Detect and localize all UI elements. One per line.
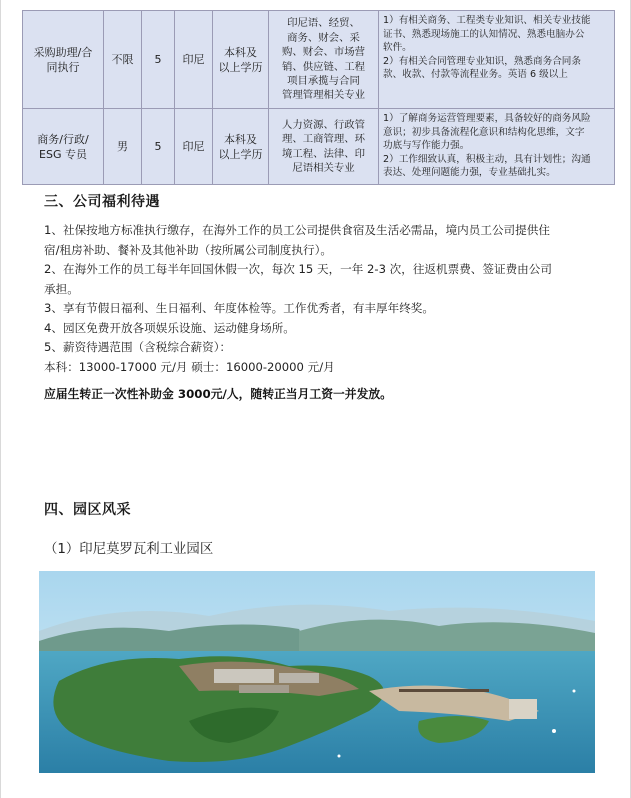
cell-gender: 男 [104, 109, 142, 185]
position-line: 商务/行政/ [37, 132, 89, 146]
park-subtitle: （1）印尼莫罗瓦利工业园区 [44, 542, 214, 557]
cell-major [269, 11, 379, 109]
requirement-line: 2）有相关合同管理专业知识，熟悉商务合同条 [383, 55, 581, 67]
industrial-park-aerial-photo [39, 571, 595, 773]
cell-location: 印尼 [175, 109, 213, 185]
benefit-line: 4、园区免费开放各项娱乐设施、运动健身场所。 [44, 320, 295, 335]
cell-major [269, 109, 379, 185]
cell-location: 印尼 [175, 11, 213, 109]
major-line: 购、财会、市场营 [281, 46, 366, 59]
benefit-line: 1、社保按地方标准执行缴存，在海外工作的员工公司提供食宿及生活必需品，境内员工公司提供住 [44, 223, 550, 237]
benefit-line: 承担。 [44, 281, 79, 296]
position-line: 同执行 [46, 60, 80, 74]
major-line: 管理管理相关专业 [281, 89, 366, 102]
cell-count: 5 [142, 109, 175, 185]
major-line: 项目承揽与合同 [287, 74, 360, 87]
cell-education [213, 109, 269, 185]
major-line: 境工程、法律、印 [281, 147, 366, 160]
graduate-bonus-note: 应届生转正一次性补助金 3000元/人，随转正当月工资一并发放。 [44, 387, 392, 401]
major-line: 商务、财会、采 [287, 31, 360, 44]
major-line: 印尼语、经贸、 [287, 17, 360, 30]
major-line: 销、供应链、工程 [281, 60, 366, 73]
education-line: 本科及 [224, 132, 257, 146]
requirement-line: 2）工作细致认真，积极主动，具有计划性；沟通 [383, 153, 591, 165]
position-line: 采购助理/合 [33, 45, 93, 59]
table-row [23, 11, 615, 109]
job-table [22, 10, 615, 185]
education-line: 以上学历 [218, 147, 263, 161]
requirement-line: 意识；初步具备流程化意识和结构化思维，文字 [383, 126, 585, 138]
major-line: 理、工商管理、环 [281, 133, 366, 146]
requirement-line: 1）了解商务运营管理要素，具备较好的商务风险 [383, 113, 591, 124]
cell-gender: 不限 [104, 11, 142, 109]
requirement-line: 1）有相关商务、工程类专业知识、相关专业技能 [383, 15, 591, 26]
cell-position [23, 109, 104, 185]
benefit-line: 5、薪资待遇范围（含税综合薪资）： [44, 340, 232, 354]
cell-position [23, 11, 104, 109]
benefit-line: 3、享有节假日福利、生日福利、年度体检等。工作优秀者，有丰厚年终奖。 [44, 301, 434, 315]
cell-count: 5 [142, 11, 175, 109]
education-line: 本科及 [224, 45, 257, 59]
benefits-list [44, 221, 604, 377]
cell-education [213, 11, 269, 109]
requirement-line: 功底与写作能力强。 [383, 140, 470, 152]
section-heading-benefits: 三、公司福利待遇 [44, 194, 160, 210]
major-line: 人力资源、行政管 [281, 118, 366, 131]
section-heading-park: 四、园区风采 [44, 502, 131, 518]
cell-requirements [379, 11, 615, 109]
page-left-edge [0, 0, 1, 798]
major-line: 尼语相关专业 [292, 161, 355, 174]
salary-line: 本科：13000-17000 元/月 硕士：16000-20000 元/月 [44, 359, 335, 374]
benefit-line: 宿/租房补助、餐补及其他补助（按所属公司制度执行）。 [44, 242, 332, 257]
benefit-line: 2、在海外工作的员工每半年回国休假一次，每次 15 天，一年 2-3 次，往返机票费、签证费由公司 [44, 262, 552, 276]
cell-requirements [379, 109, 615, 185]
table-row [23, 109, 615, 185]
position-line: ESG 专员 [39, 147, 87, 161]
requirement-line: 软件。 [383, 42, 412, 54]
requirement-line: 证书、熟悉现场施工的认知情况、熟悉电脑办公 [383, 28, 585, 40]
requirement-line: 款、收款、付款等流程业务。英语 6 级以上 [383, 69, 568, 81]
education-line: 以上学历 [218, 60, 263, 74]
requirement-line: 表达、处理问题能力强，专业基础扎实。 [383, 167, 556, 179]
